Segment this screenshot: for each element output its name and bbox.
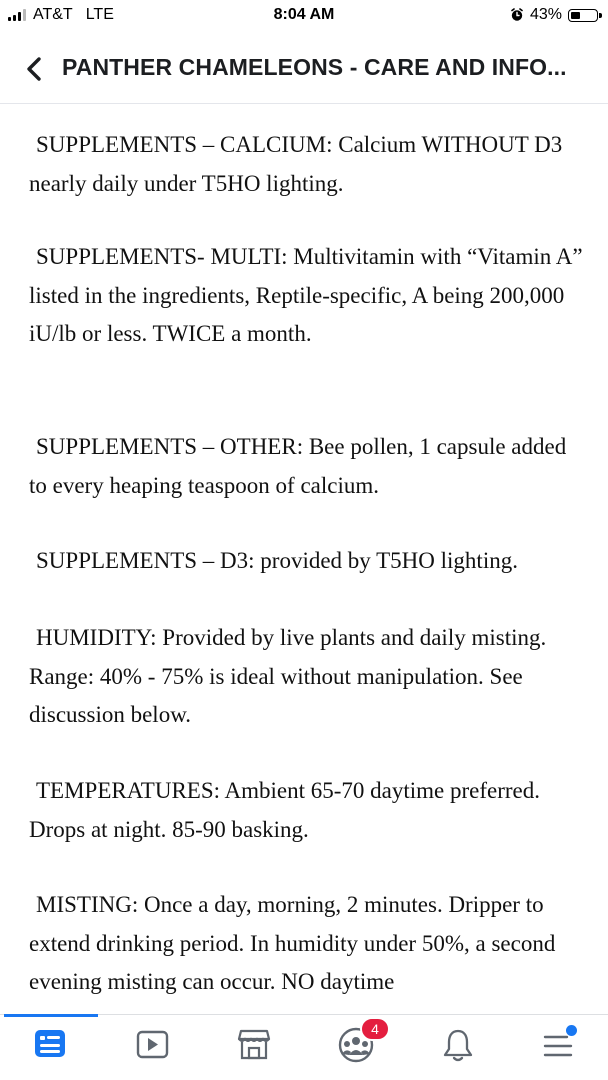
- paragraph-humidity: HUMIDITY: Provided by live plants and daily misting. Range: 40% - 75% is ideal without manipulation. See discussion below.: [29, 625, 547, 727]
- nav-news-feed[interactable]: [28, 1027, 72, 1067]
- paragraph-temperatures: TEMPERATURES: Ambient 65-70 daytime preferred. Drops at night. 85-90 basking.: [29, 778, 541, 842]
- paragraph-multivitamin: SUPPLEMENTS- MULTI: Multivitamin with “Vitamin A” listed in the ingredients, Reptile-specific, A being 200,000 iU/lb or less. TWICE a month.: [29, 244, 583, 346]
- notifications-bell-icon: [440, 1027, 476, 1063]
- watch-video-icon: [134, 1027, 170, 1061]
- marketplace-icon: [236, 1027, 272, 1061]
- page-title: PANTHER CHAMELEONS - CARE AND INFO...: [62, 54, 567, 80]
- nav-marketplace[interactable]: [232, 1027, 276, 1067]
- paragraph-misting: MISTING: Once a day, morning, 2 minutes. Dripper to extend drinking period. In humidity under 50%, a second evening misting can occur. NO daytime: [29, 892, 556, 994]
- news-feed-icon: [32, 1027, 68, 1061]
- battery-icon: [568, 9, 598, 22]
- battery-percent: 43%: [529, 6, 562, 23]
- nav-notifications[interactable]: [436, 1027, 480, 1067]
- network-type: LTE: [85, 6, 114, 23]
- nav-menu[interactable]: [536, 1027, 580, 1067]
- menu-notification-dot: [566, 1025, 577, 1036]
- chevron-left-icon: [18, 52, 52, 86]
- article-body: [0, 105, 608, 1015]
- back-button[interactable]: [18, 52, 52, 86]
- battery-fill: [571, 12, 580, 19]
- paragraph-d3: SUPPLEMENTS – D3: provided by T5HO lighting.: [36, 548, 518, 573]
- paragraph-other-supplements: SUPPLEMENTS – OTHER: Bee pollen, 1 capsule added to every heaping teaspoon of calcium.: [29, 434, 567, 498]
- active-tab-indicator: [4, 1014, 98, 1017]
- nav-watch[interactable]: [130, 1027, 174, 1067]
- status-time: 8:04 AM: [273, 6, 335, 23]
- status-right: [510, 6, 598, 24]
- page-header: [0, 34, 608, 104]
- groups-notification-badge: 4: [360, 1017, 390, 1041]
- nav-groups[interactable]: [334, 1021, 379, 1067]
- status-bar: [0, 0, 608, 32]
- paragraph-calcium: SUPPLEMENTS – CALCIUM: Calcium WITHOUT D3 nearly daily under T5HO lighting.: [29, 132, 563, 196]
- bottom-nav-bar: [0, 1014, 608, 1080]
- carrier-label: AT&T: [33, 6, 73, 23]
- alarm-clock-icon: [510, 8, 524, 22]
